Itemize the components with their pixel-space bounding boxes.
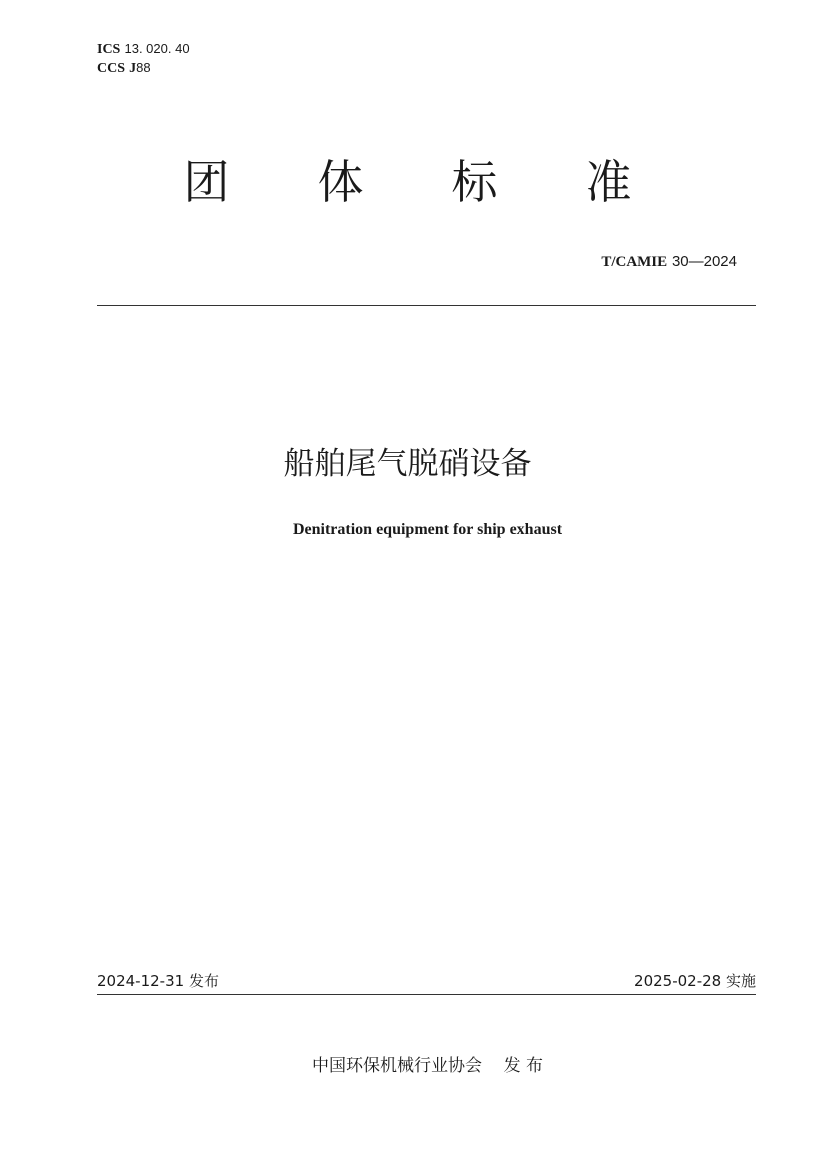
standard-type-char: 团 [183, 155, 230, 209]
ccs-letter: J [129, 61, 137, 76]
ics-value: 13. 020. 40 [124, 41, 190, 56]
ics-code [97, 40, 190, 59]
publish-date: 2024-12-31 发布 [97, 972, 219, 990]
standard-number-prefix: T/CAMIE [601, 254, 668, 270]
standard-type-char: 体 [317, 155, 364, 209]
bottom-divider [97, 994, 756, 995]
ccs-value: 88 [136, 60, 151, 75]
standard-type-char: 准 [585, 155, 632, 209]
standard-number-value: 30—2024 [671, 253, 737, 270]
ccs-label: CCS [97, 61, 126, 76]
title-chinese: 船舶尾气脱硝设备 [283, 446, 532, 482]
ics-label: ICS [97, 42, 121, 57]
issuer-name: 中国环保机械行业协会 [311, 1056, 482, 1076]
standard-number [601, 252, 737, 271]
issuer-line [0, 1051, 815, 1076]
standard-type-heading [0, 150, 815, 214]
issuer-action: 发 布 [503, 1056, 544, 1076]
top-divider [97, 305, 756, 306]
standard-type-char: 标 [451, 155, 498, 209]
title-english: Denitration equipment for ship exhaust [292, 521, 563, 538]
dates-row [97, 970, 756, 994]
classification-codes [97, 40, 190, 78]
implement-date: 2025-02-28 实施 [634, 972, 756, 990]
ccs-code [97, 59, 190, 78]
